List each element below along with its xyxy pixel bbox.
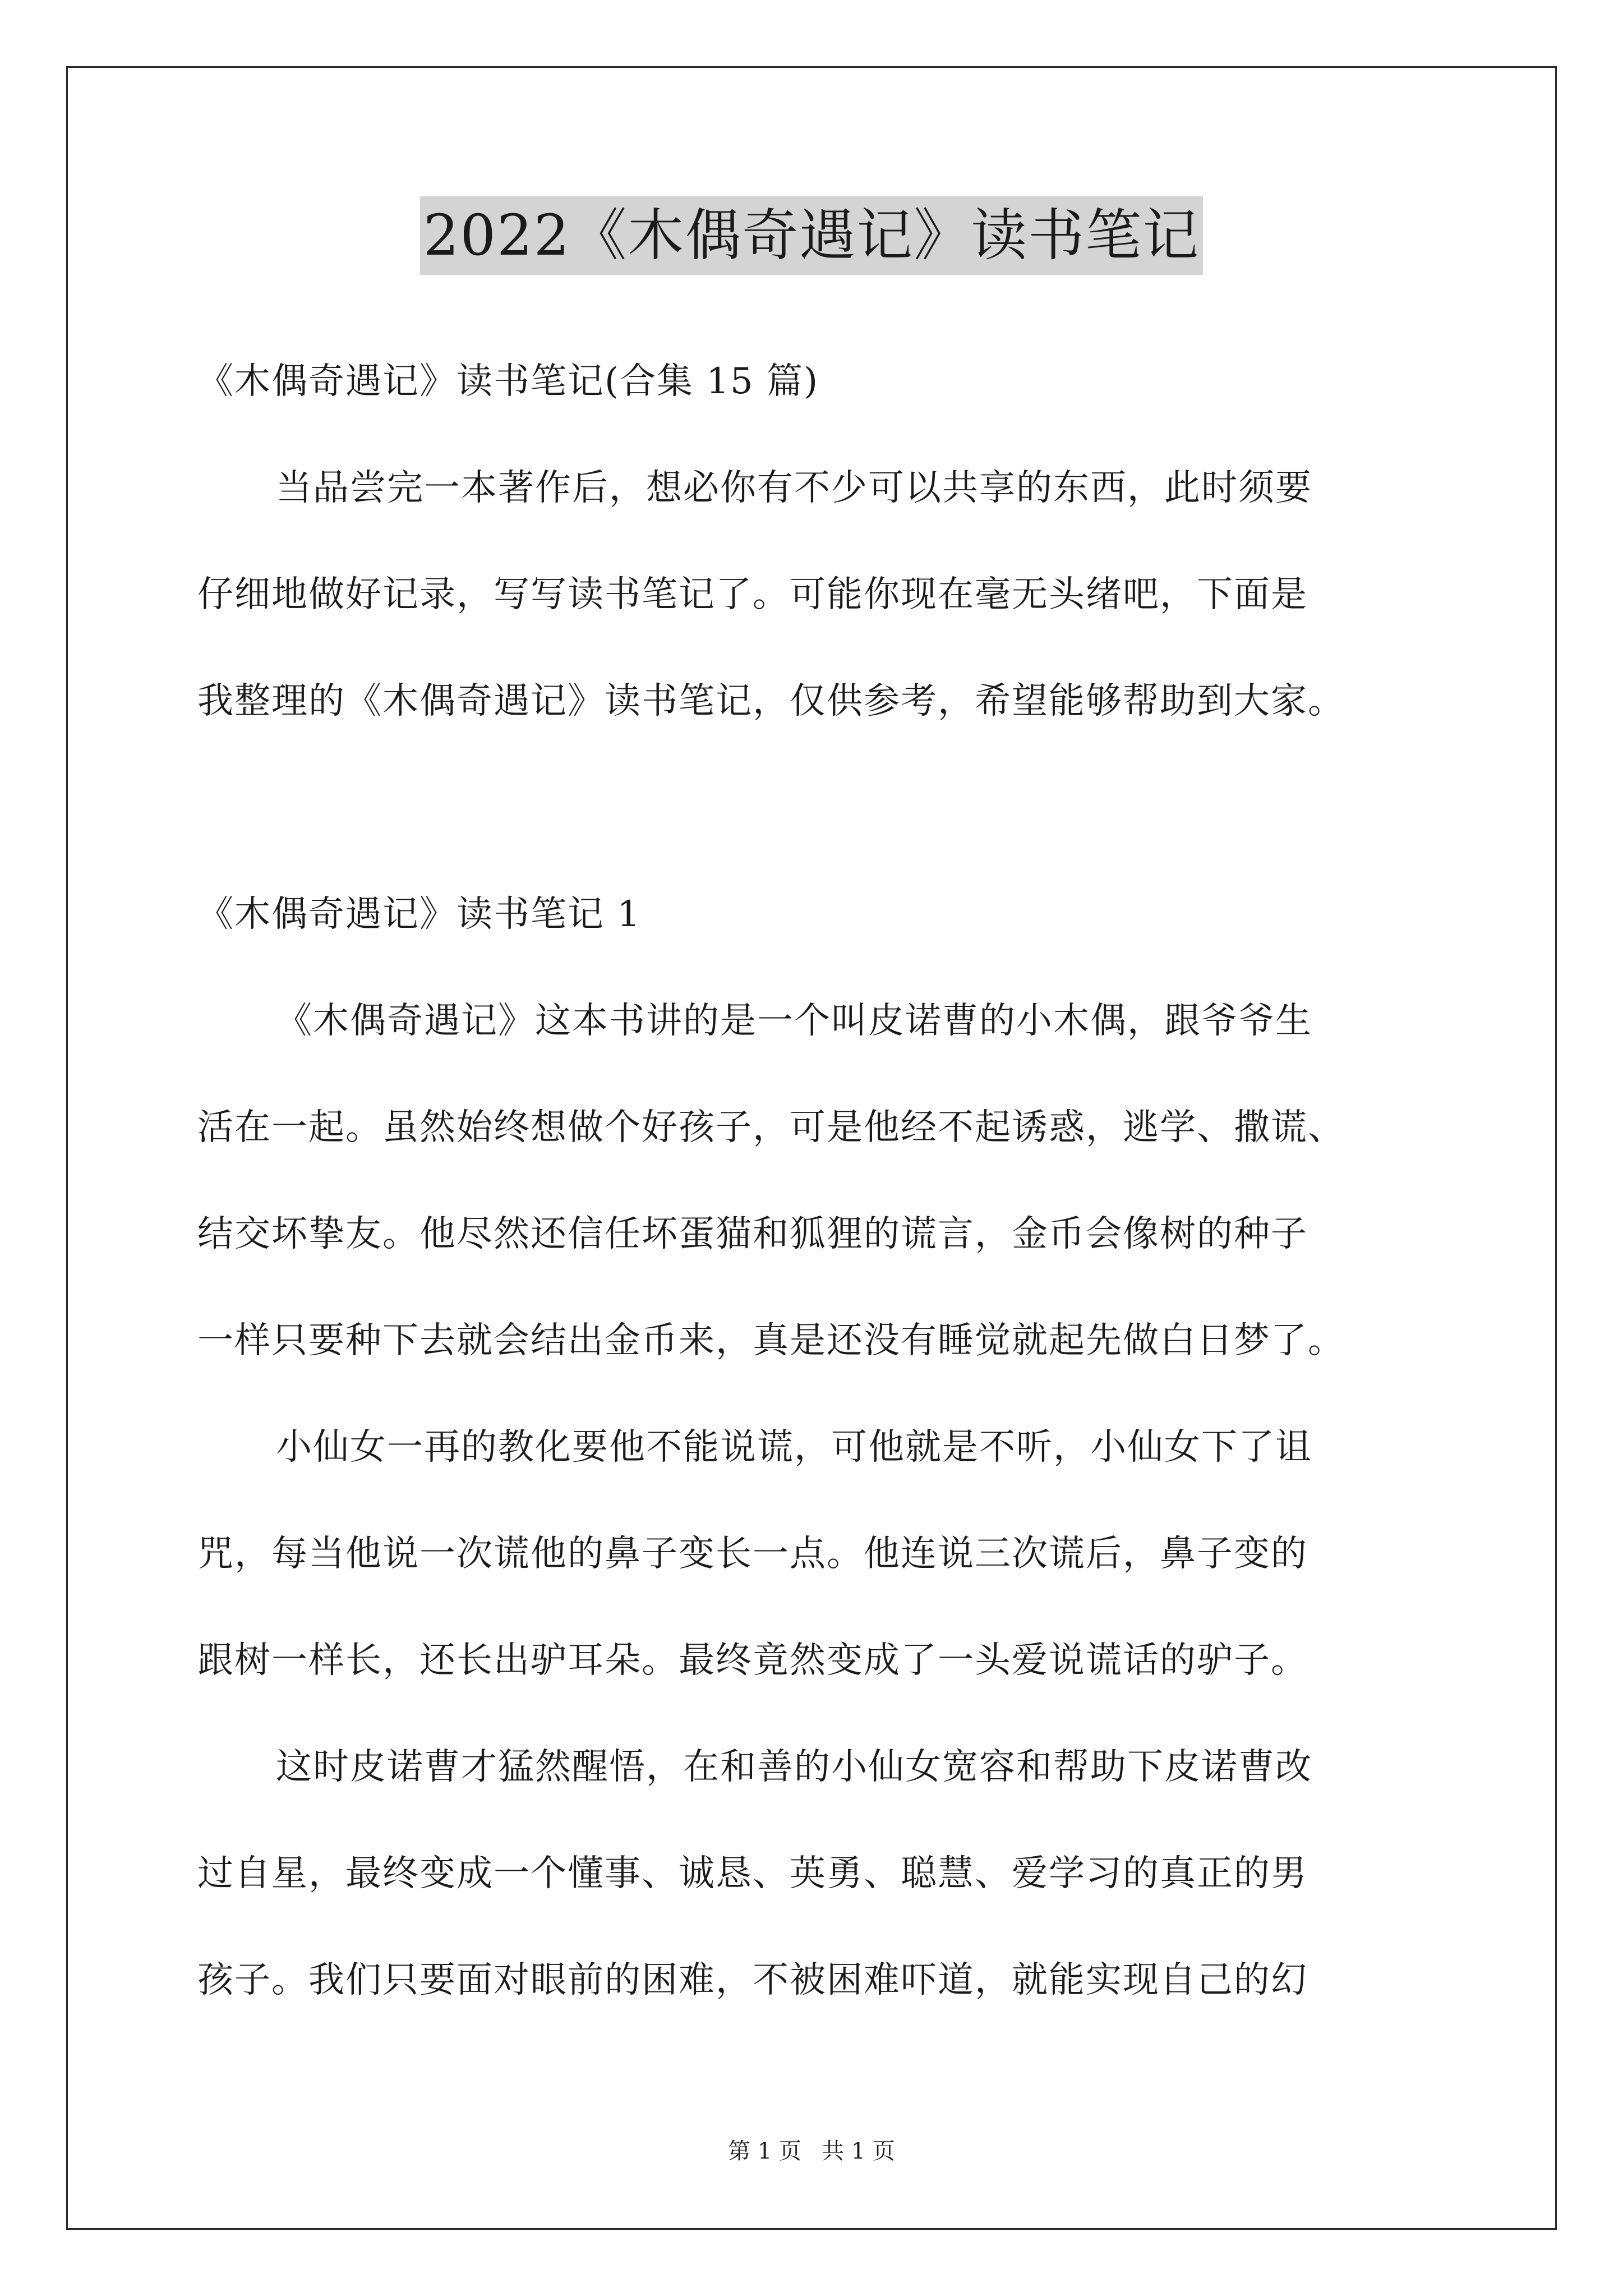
document-subtitle: 《木偶奇遇记》读书笔记(合集 15 篇) (197, 361, 819, 402)
body-line: 咒，每当他说一次谎他的鼻子变长一点。他连说三次谎后，鼻子变的 (197, 1533, 1308, 1575)
body-line: 结交坏挚友。他尽然还信任坏蛋猫和狐狸的谎言，金币会像树的种子 (197, 1213, 1308, 1255)
body-line: 孩子。我们只要面对眼前的困难，不被困难吓道，就能实现自己的幻 (197, 1959, 1308, 2001)
body-line: 《木偶奇遇记》这本书讲的是一个叫皮诺曹的小木偶，跟爷爷生 (276, 1000, 1312, 1042)
document-title: 2022《木偶奇遇记》读书笔记 (420, 196, 1204, 275)
intro-line: 仔细地做好记录，写写读书笔记了。可能你现在毫无头绪吧，下面是 (197, 574, 1308, 615)
intro-line: 当品尝完一本著作后，想必你有不少可以共享的东西，此时须要 (276, 467, 1312, 509)
section-heading: 《木偶奇遇记》读书笔记 1 (197, 894, 642, 935)
body-line: 这时皮诺曹才猛然醒悟，在和善的小仙女宽容和帮助下皮诺曹改 (276, 1746, 1312, 1788)
page-number-total: 共 1 页 (822, 2138, 895, 2164)
page-footer (0, 2137, 1623, 2165)
body-line: 过自星，最终变成一个懂事、诚恳、英勇、聪慧、爱学习的真正的男 (197, 1853, 1308, 1894)
page-number-current: 第 1 页 (728, 2138, 801, 2164)
title-container (0, 196, 1623, 275)
body-line: 小仙女一再的教化要他不能说谎，可他就是不听，小仙女下了诅 (276, 1427, 1312, 1468)
body-line: 跟树一样长，还长出驴耳朵。最终竟然变成了一头爱说谎话的驴子。 (197, 1640, 1308, 1681)
intro-line: 我整理的《木偶奇遇记》读书笔记，仅供参考，希望能够帮助到大家。 (197, 680, 1345, 722)
body-line: 一样只要种下去就会结出金币来，真是还没有睡觉就起先做白日梦了。 (197, 1320, 1345, 1361)
body-line: 活在一起。虽然始终想做个好孩子，可是他经不起诱惑，逃学、撒谎、 (197, 1107, 1345, 1148)
